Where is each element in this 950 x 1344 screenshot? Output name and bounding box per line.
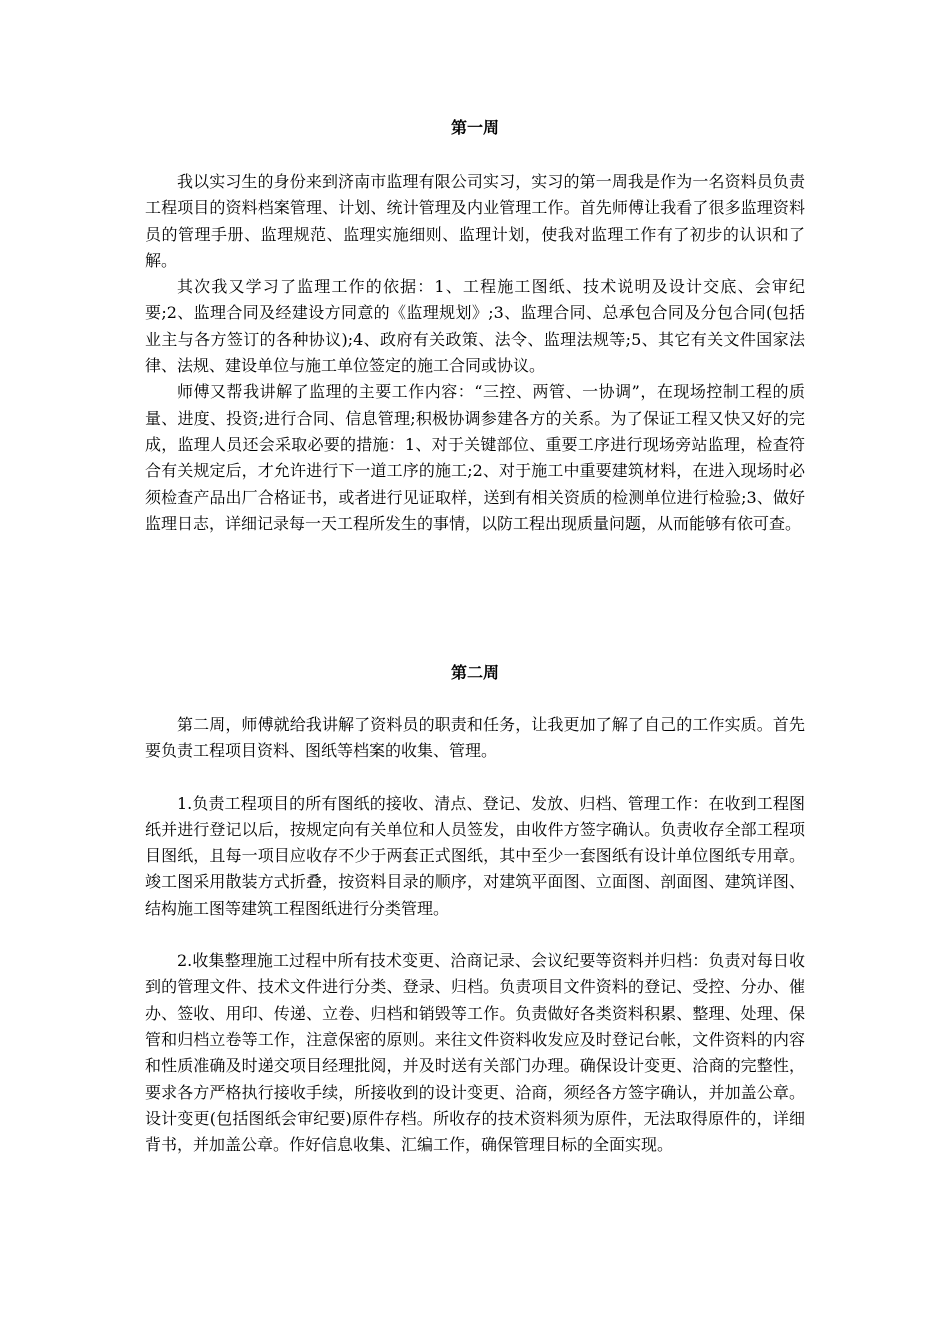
week-1-paragraph-2: 其次我又学习了监理工作的依据：1、工程施工图纸、技术说明及设计交底、会审纪要;2、监理合同及经建设方同意的《监理规划》;3、监理合同、总承包合同及分包合同(包括业主与各方签订的各种协议);4、政府有关政策、法令、监理法规等;5、其它有关文件国家法律、法规、建设单位与施工单位签定的施工合同或协议。 — [145, 277, 805, 376]
week-2-title: 第二周 — [450, 663, 499, 682]
week-1-title: 第一周 — [450, 118, 499, 137]
week-2-section — [145, 663, 805, 1158]
week-2-item-1: 1.负责工程项目的所有图纸的接收、清点、登记、发放、归档、管理工作：在收到工程图纸并进行登记以后，按规定向有关单位和人员签发，由收件方签字确认。负责收存全部工程项目图纸，且每一项目应收存不少于两套正式图纸，其中至少一套图纸有设计单位图纸专用章。竣工图采用散装方式折叠，按资料目录的顺序，对建筑平面图、立面图、剖面图、建筑详图、结构施工图等建筑工程图纸进行分类管理。 — [145, 793, 805, 918]
week-1-paragraph-1: 我以实习生的身份来到济南市监理有限公司实习，实习的第一周我是作为一名资料员负责工程项目的资料档案管理、计划、统计管理及内业管理工作。首先师傅让我看了很多监理资料员的管理手册、监理规范、监理实施细则、监理计划，使我对监理工作有了初步的认识和了解。 — [145, 172, 805, 270]
week-1-paragraph-3: 师傅又帮我讲解了监理的主要工作内容：“三控、两管、一协调”，在现场控制工程的质量、进度、投资;进行合同、信息管理;积极协调参建各方的关系。为了保证工程又快又好的完成，监理人员还会采取必要的措施：1、对于关键部位、重要工序进行现场旁站监理，检查符合有关规定后，才允许进行下一道工序的施工;2、对于施工中重要建筑材料，在进入现场时必须检查产品出厂合格证书，或者进行见证取样，送到有相关资质的检测单位进行检验;3、做好监理日志，详细记录每一天工程所发生的事情，以防工程出现质量问题，从而能够有依可查。 — [145, 382, 805, 533]
paragraph-spacer — [145, 765, 805, 791]
week-2-intro: 第二周，师傅就给我讲解了资料员的职责和任务，让我更加了解了自己的工作实质。首先要负责工程项目资料、图纸等档案的收集、管理。 — [145, 715, 805, 761]
week-1-section — [145, 118, 805, 537]
week-2-item-2: 2.收集整理施工过程中所有技术变更、洽商记录、会议纪要等资料并归档：负责对每日收到的管理文件、技术文件进行分类、登录、归档。负责项目文件资料的登记、受控、分办、催办、签收、用印、传递、立卷、归档和销毁等工作。负责做好各类资料积累、整理、处理、保管和归档立卷等工作，注意保密的原则。来往文件资料收发应及时登记台帐，文件资料的内容和性质准确及时递交项目经理批阅，并及时送有关部门办理。确保设计变更、洽商的完整性，要求各方严格执行接收手续，所接收到的设计变更、洽商，须经各方签字确认，并加盖公章。设计变更(包括图纸会审纪要)原件存档。所收存的技术资料须为原件，无法取得原件的，详细背书，并加盖公章。作好信息收集、汇编工作，确保管理目标的全面实现。 — [145, 951, 805, 1155]
paragraph-spacer — [145, 922, 805, 948]
